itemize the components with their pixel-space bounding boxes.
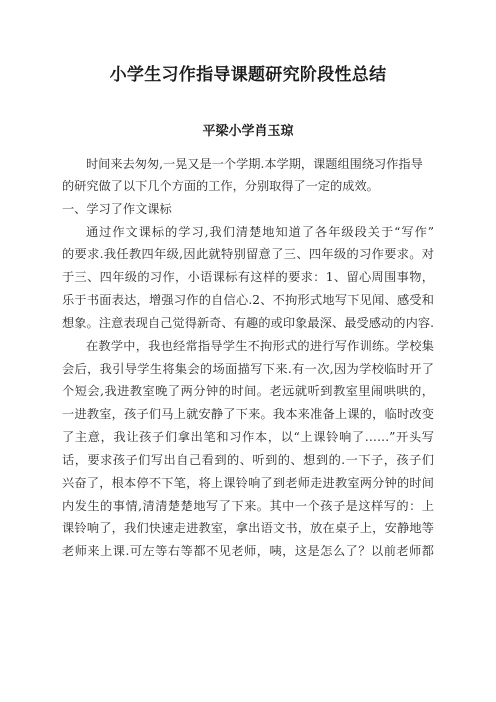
text-line: 个短会,我进教室晚了两分钟的时间。老远就听到教室里闹哄哄的，: [62, 384, 434, 398]
text-line: 在教学中，我也经常指导学生不拘形式的进行写作训练。学校集: [86, 339, 434, 353]
document-author: 平梁小学肖玉琼: [202, 124, 294, 139]
text-line: 乐于书面表达，增强习作的自信心.2、不拘形式地写下见闻、感受和: [62, 293, 434, 307]
text-line: 了主意，我让孩子们拿出笔和习作本，以“上课铃响了……”开头写: [62, 430, 434, 444]
text-line: 课铃响了，我们快速走进教室，拿出语文书，放在桌子上，安静地等: [62, 521, 434, 535]
document-title: 小学生习作指导课题研究阶段性总结: [109, 65, 387, 85]
text-line: 想象。注意表现自己觉得新奇、有趣的或印象最深、最受感动的内容.: [62, 316, 434, 330]
text-line: 兴奋了，根本停不下笔，将上课铃响了到老师走进教室两分钟的时间: [62, 476, 434, 490]
text-line: 内发生的事情,清清楚楚地写了下来。其中一个孩子是这样写的：上: [62, 499, 434, 513]
text-line: 会后，我引导学生将集会的场面描写下来.有一次,因为学校临时开了: [62, 362, 434, 376]
text-line: 于三、四年级的习作，小语课标有这样的要求：1、留心周围事物，: [62, 270, 434, 284]
text-line: 通过作文课标的学习,我们清楚地知道了各年级段关于“写作”: [86, 225, 434, 239]
text-line: 老师来上课.可左等右等都不见老师，咦，这是怎么了？以前老师都: [62, 544, 434, 558]
text-line: 话，要求孩子们写出自己看到的、听到的、想到的.一下子，孩子们: [62, 453, 434, 467]
text-line: 的研究做了以下几个方面的工作，分别取得了一定的成效。: [62, 179, 379, 193]
text-line: 时间来去匆匆,一晃又是一个学期.本学期，课题组围绕习作指导: [86, 157, 423, 171]
text-line: 一进教室，孩子们马上就安静了下来。我本来准备上课的，临时改变: [62, 407, 434, 421]
section-heading: 一、学习了作文课标: [62, 202, 172, 216]
text-line: 的要求.我任教四年级,因此就特别留意了三、四年级的习作要求。对: [62, 247, 434, 261]
